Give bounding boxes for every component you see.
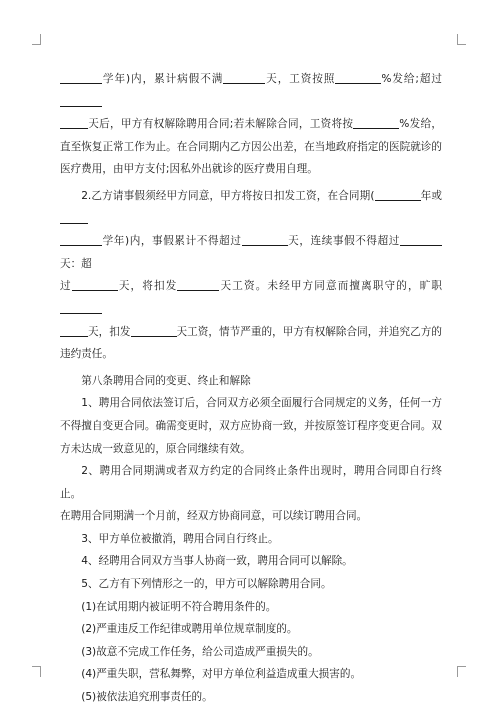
clause-4: 4、经聘用合同双方当事人协商一致，聘用合同可以解除。 [81,555,353,568]
clause-5: 5、乙方有下列情形之一的，甲方可以解除聘用合同。 [81,578,332,591]
blank-field [353,117,399,129]
clause-1: 1、聘用合同依法签订后，合同双方必须全面履行合同规定的义务，任何一方不得擅自变更合同。确需变更时，双方应协商一致，并按原签订程序变更合同。双方未达成一致意见的，原合同继续有效。 [60,397,442,455]
clause-2: 2、聘用合同期满或者双方约定的合同终止条件出现时，聘用合同即自行终止。 [60,465,442,500]
document-page [60,68,442,709]
crop-mark-bottom-left [32,666,41,677]
sub-item-1: (1)在试用期内被证明不符合聘用条件的。 [81,600,277,613]
blank-field [375,189,421,201]
blank-field [400,234,442,246]
sub-item-5: (5)被依法追究刑事责任的。 [81,691,213,704]
blank-field [60,324,88,336]
crop-mark-bottom-right [457,666,466,677]
blank-field [60,211,88,223]
paragraph-personal-leave: 2.乙方请事假须经甲方同意，甲方将按日扣发工资，在合同期( 年或 学年)内，事假累计不得超过 天，连续事假不得超过天：超 过 天，将扣发 天工资。未经甲方同意而擅离职守的，旷职 天，扣发 天工资，情节严重的，甲方有权解除合同，并追究乙方的违约责任。 [60,189,443,361]
sub-item-2: (2)严重违反工作纪律或聘用单位规章制度的。 [81,623,298,636]
blank-field [60,117,88,129]
crop-mark-top-right [457,34,466,45]
sub-item-3: (3)故意不完成工作任务，给公司造成严重损失的。 [81,645,319,658]
paragraph-sick-leave: 学年)内，累计病假不满 天，工资按照 %发给;超过 天后，甲方有权解除聘用合同;若未解除合同，工资将按 %发给，直至恢复正常工作为止。在合同期内乙方因公出差，在当地政府指定的医院就诊的医疗费用，由甲方支付;因私外出就诊的医疗费用自理。 [60,73,443,176]
crop-mark-top-left [32,34,41,45]
clause-2-continued: 在聘用合同期满一个月前，经双方协商同意，可以续订聘用合同。 [60,510,368,523]
blank-field [242,234,288,246]
blank-field [60,72,102,84]
clause-3: 3、甲方单位被撤消，聘用合同自行终止。 [81,532,279,545]
blank-field [131,324,177,336]
blank-field [60,302,102,314]
sub-item-4: (4)严重失职，营私舞弊，对甲方单位利益造成重大损害的。 [81,668,362,681]
blank-field [60,234,102,246]
article-8-heading: 第八条聘用合同的变更、终止和解除 [81,374,251,387]
blank-field [177,279,219,291]
blank-field [72,279,118,291]
blank-field [335,72,381,84]
blank-field [60,94,102,106]
blank-field [223,72,265,84]
